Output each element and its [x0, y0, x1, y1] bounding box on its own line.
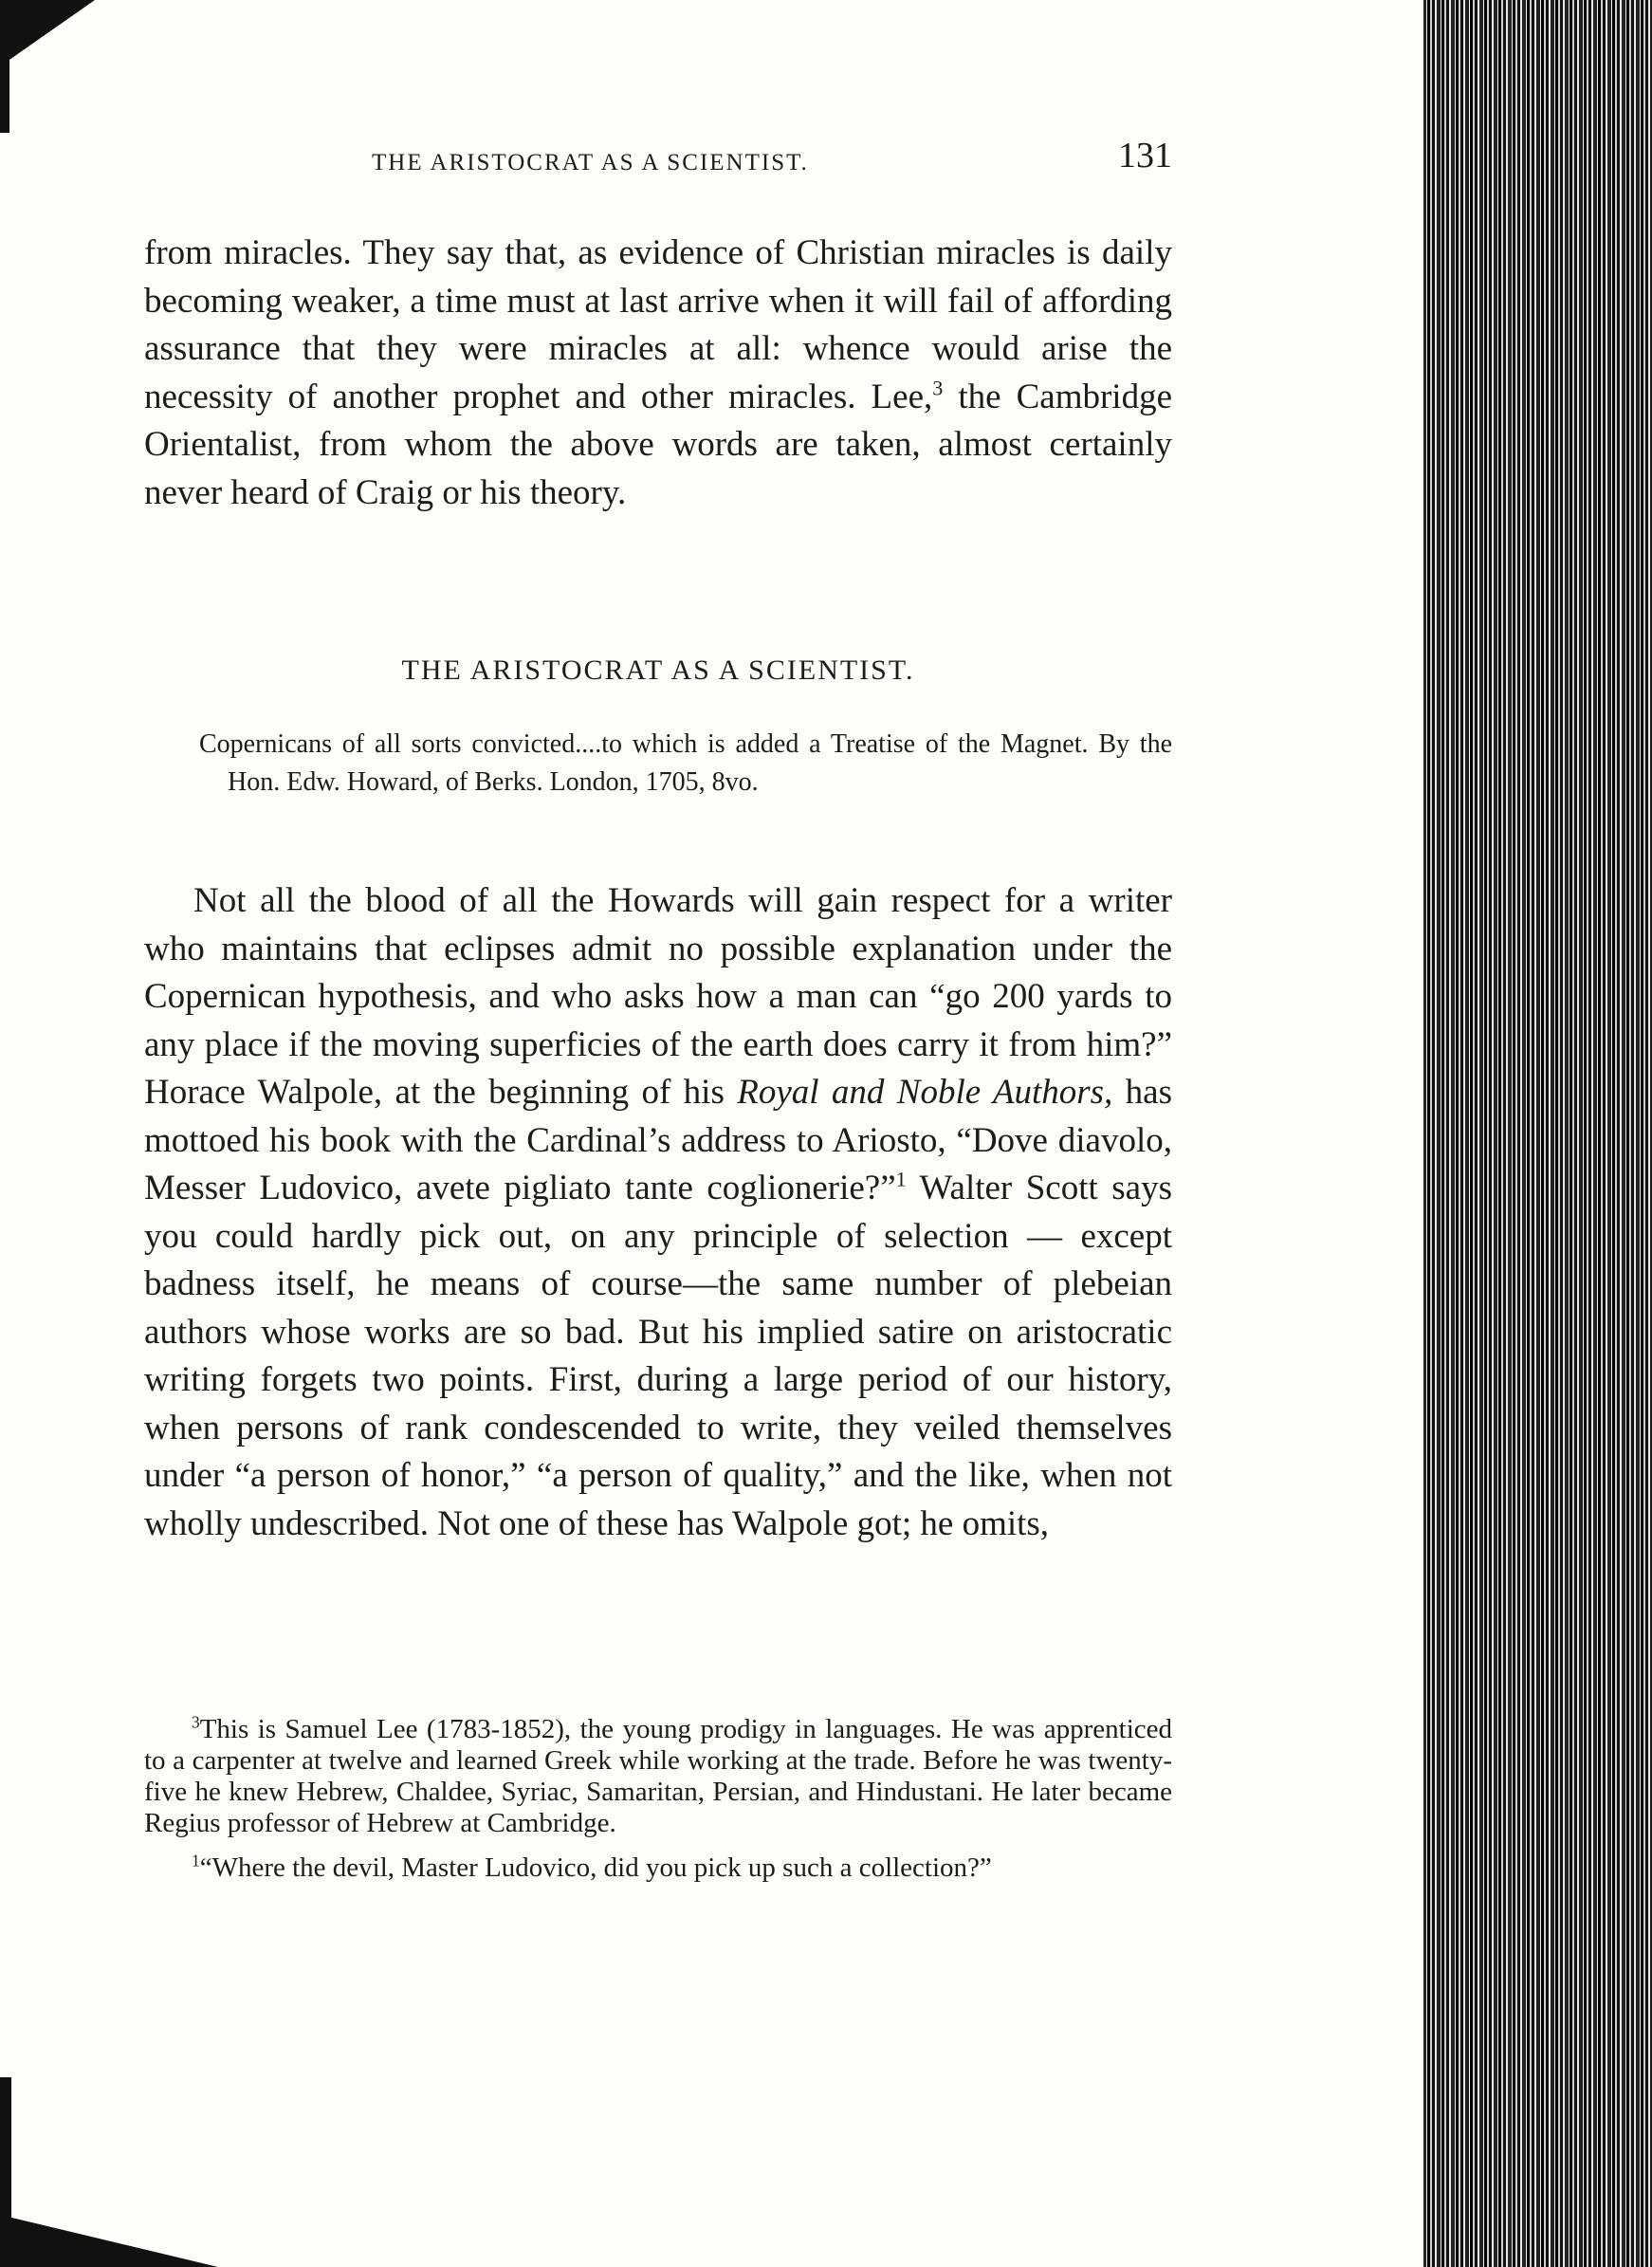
paragraph-continuation: [144, 230, 1172, 517]
footnote-number: 1: [192, 1851, 200, 1871]
footnote-number: 3: [192, 1712, 200, 1732]
paragraph-text: Walter Scott says you could hardly pick out, on any principle of selection — except badness itself, he means of course—the same number of plebeian authors whose works are so bad. But his implied satire on aristocratic writing forgets two points. First, during a large period of our history, when persons of rank condescended to write, they veiled themselves under “a person of honor,” “a person of quality,” and the like, when not wholly undescribed. Not one of these has Walpole got; he omits,: [144, 1169, 1173, 1543]
section-heading: THE ARISTOCRAT AS A SCIENTIST.: [401, 654, 915, 686]
paragraph-text: has mottoed his book with the Cardinal’s address to Ariosto, “Dove diavolo, Messer Ludovico, avete pigliato tante coglionerie?”: [144, 1073, 1173, 1207]
footnote: [144, 1714, 1172, 1839]
page-edge-shadow-left: [0, 0, 9, 133]
paragraph-text: Not all the blood of all the Howards will gain respect for a writer who maintains that eclipses admit no possible explanation under the Copernican hypothesis, and who asks how a man can “go 200 yards to any place if the moving superficies of the earth does carry it from him?” Horace Walpole, at the beginning of his: [144, 881, 1172, 1112]
footnotes: [144, 1714, 1172, 1897]
footnote-marker: 3: [932, 376, 944, 400]
footnote-text: “Where the devil, Master Ludovico, did you pick up such a collection?”: [199, 1852, 992, 1883]
book-page-edges: [1418, 0, 1652, 2267]
main-paragraph: [144, 877, 1172, 1548]
running-head: [144, 135, 1172, 192]
running-head-title: THE ARISTOCRAT AS A SCIENTIST.: [372, 150, 809, 175]
page-corner-shadow-bottom: [0, 2215, 218, 2267]
page-edge-shadow-bottom-left: [0, 2077, 11, 2267]
paragraph-text: from miracles. They say that, as evidence of Christian miracles is daily becoming weaker, a time must at last arrive when it will fail of affording assurance that they were miracles at all: whence would arise the necessity of another prophet and other miracles. Lee,: [144, 233, 1172, 416]
footnote: [144, 1852, 1172, 1884]
paragraph: [144, 230, 1172, 517]
footnote-text: This is Samuel Lee (1783-1852), the young prodigy in languages. He was apprenticed to a carpenter at twelve and learned Greek while working at the trade. Before he was twenty-five he knew Hebrew, Chaldee, Syriac, Samaritan, Persian, and Hindustani. He later became Regius professor of Hebrew at Cambridge.: [144, 1714, 1172, 1838]
citation-text: Copernicans of all sorts convicted....to which is added a Treatise of the Magnet. By the Hon. Edw. Howard, of Berks. London, 1705, 8vo.: [199, 729, 1172, 797]
page-corner-shadow-top: [0, 0, 95, 66]
paragraph: [144, 877, 1172, 1548]
page-number: 131: [1118, 136, 1172, 175]
bibliographic-citation: [199, 726, 1172, 802]
footnote-marker: 1: [895, 1167, 907, 1191]
paragraph-text: the Cambridge Orientalist, from whom the above words are taken, almost certainly never heard of Craig or his theory.: [144, 377, 1173, 512]
book-title: Royal and Noble Authors,: [737, 1073, 1113, 1112]
